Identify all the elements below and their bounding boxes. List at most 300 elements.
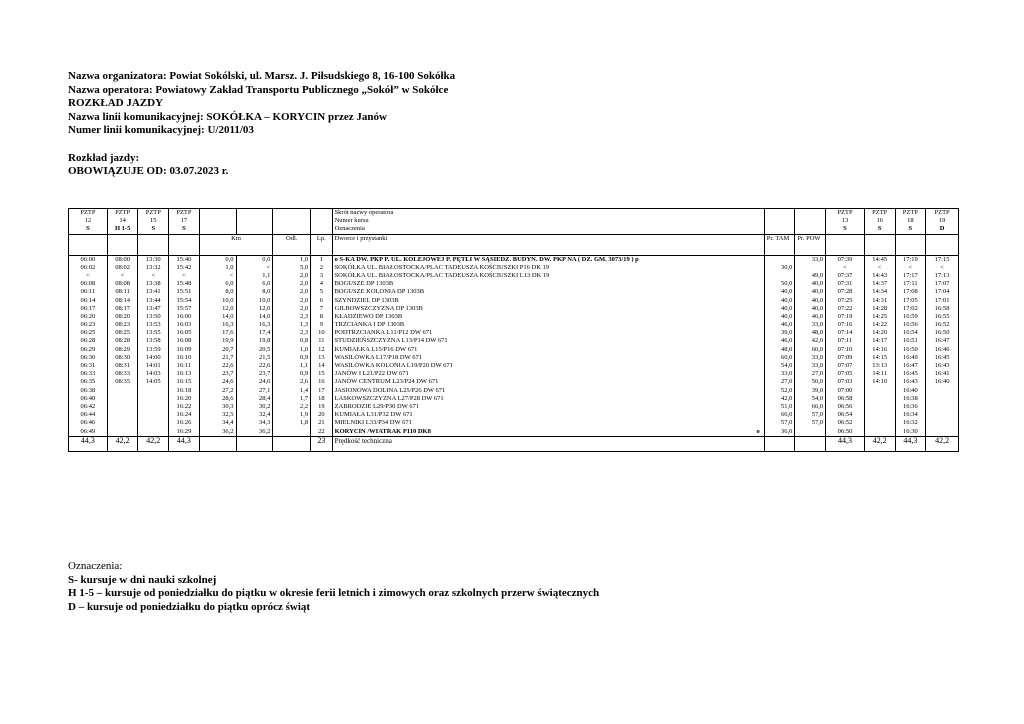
cell-value: 51,0 bbox=[781, 402, 793, 410]
cell-value: 07:25 bbox=[837, 296, 853, 304]
cell-value: 57,0 bbox=[811, 419, 824, 427]
cell-value: 13:13 bbox=[872, 362, 888, 370]
cell-value: 08:02 bbox=[115, 263, 131, 271]
cell-value: 28,6 bbox=[222, 394, 234, 402]
cell-value: 08:28 bbox=[115, 337, 131, 345]
cell-value: 8,0 bbox=[225, 288, 234, 296]
cell-value: 13:59 bbox=[145, 345, 161, 353]
cell-value: 16:43 bbox=[934, 362, 950, 370]
cell-value: 16:32 bbox=[902, 419, 918, 427]
cell-value: 13:58 bbox=[145, 337, 161, 345]
line-number: Numer linii komunikacyjnej: U/2011/03 bbox=[68, 124, 254, 137]
stop-name: LASKOWSZCZYZNA L27/P28 DW 671 bbox=[334, 394, 444, 402]
cell-value: 21,5 bbox=[258, 353, 271, 361]
stop-name: JANÓW CENTRUM L23/P24 DW 671 bbox=[334, 378, 439, 386]
cell-value: 14:11 bbox=[872, 370, 887, 378]
cell-value: 13:30 bbox=[145, 255, 161, 263]
cell-value: 16:11 bbox=[176, 362, 192, 370]
cell-value: 17:01 bbox=[934, 296, 950, 304]
cell-value: 14,0 bbox=[222, 312, 234, 320]
stop-name: BOGUSZE KOLONIA DP 1303B bbox=[334, 288, 425, 296]
cell-value: 14:31 bbox=[872, 296, 888, 304]
cell-value: 54,0 bbox=[781, 362, 793, 370]
cell-value: 17:02 bbox=[902, 304, 918, 312]
cell-value: 1,0 bbox=[225, 263, 234, 271]
cell-value: 24,6 bbox=[222, 378, 234, 386]
cell-value: 5,0 bbox=[299, 263, 309, 271]
cell-value: 13:32 bbox=[145, 263, 161, 271]
cell-value: 9 bbox=[319, 321, 323, 329]
cell-value: 14:00 bbox=[145, 353, 161, 361]
cell-value: 2,0 bbox=[299, 271, 309, 279]
cell-value: 06:35 bbox=[80, 378, 96, 386]
cell-value: 0,8 bbox=[299, 337, 309, 345]
cell-value: 54,0 bbox=[811, 394, 824, 402]
cell-value: 16,3 bbox=[222, 321, 234, 329]
cell-value: 6,0 bbox=[262, 280, 271, 288]
cell-value: 60,0 bbox=[781, 353, 793, 361]
distance-column bbox=[273, 255, 311, 436]
cell-value: 30,2 bbox=[258, 402, 271, 410]
cell-value: 14:10 bbox=[872, 378, 888, 386]
course-header: PZTP 14 H 1-5 bbox=[107, 209, 138, 235]
times-column bbox=[107, 255, 138, 436]
cell-value: 8,0 bbox=[262, 288, 271, 296]
cell-value: 14 bbox=[318, 362, 325, 370]
cell-value: 27,1 bbox=[258, 386, 271, 394]
cell-value: 06:40 bbox=[80, 394, 96, 402]
times-column bbox=[826, 255, 865, 436]
cell-value: 16:50 bbox=[934, 329, 950, 337]
cell-value: 16:58 bbox=[934, 304, 950, 312]
cell-value: 16:05 bbox=[176, 329, 192, 337]
cell-value: 30,3 bbox=[222, 402, 234, 410]
speed-value: 42,2 bbox=[926, 436, 959, 451]
cell-value: 19,9 bbox=[222, 337, 234, 345]
cell-value: 39,0 bbox=[781, 329, 793, 337]
cell-value: 32,4 bbox=[258, 411, 271, 419]
cell-value: 06:08 bbox=[80, 280, 96, 288]
stop-name: BOGUSZE DP 1303B bbox=[334, 280, 394, 288]
cell-value: 2,6 bbox=[299, 378, 309, 386]
cell-value: 40,0 bbox=[811, 296, 824, 304]
cell-value: 16:47 bbox=[934, 337, 950, 345]
cell-value: 33,0 bbox=[811, 362, 824, 370]
cell-value: 10,0 bbox=[222, 296, 234, 304]
cell-value: 16:59 bbox=[902, 312, 918, 320]
cell-value: < bbox=[86, 271, 90, 279]
cell-value: 06:25 bbox=[80, 329, 96, 337]
cell-value: 36,2 bbox=[222, 427, 234, 435]
cell-value: 16:46 bbox=[934, 345, 950, 353]
cell-value: 07:31 bbox=[837, 280, 853, 288]
cell-value: 08:25 bbox=[115, 329, 131, 337]
cell-value: 17:05 bbox=[902, 296, 918, 304]
cell-value: 06:38 bbox=[80, 386, 96, 394]
cell-value: 06:52 bbox=[837, 419, 853, 427]
cell-value: 06:23 bbox=[80, 321, 96, 329]
cell-value: 06:42 bbox=[80, 402, 96, 410]
cell-value: 06:33 bbox=[80, 370, 96, 378]
cell-value: 06:56 bbox=[837, 402, 853, 410]
times-column bbox=[138, 255, 169, 436]
cell-value: 17:17 bbox=[902, 271, 918, 279]
cell-value: 66,0 bbox=[811, 402, 824, 410]
cell-value: 16:50 bbox=[902, 345, 918, 353]
cell-value bbox=[797, 428, 823, 436]
cell-value: 06:02 bbox=[80, 263, 96, 271]
cell-value: 2,3 bbox=[299, 329, 309, 337]
speed-value: 44,3 bbox=[895, 436, 926, 451]
legend bbox=[68, 560, 599, 614]
cell-value: 18 bbox=[318, 394, 325, 402]
cell-value: 0,9 bbox=[299, 353, 309, 361]
legend-item: S- kursuje w dni nauki szkolnej bbox=[68, 573, 217, 586]
cell-value: 1 bbox=[319, 255, 323, 263]
cell-value: 16:38 bbox=[902, 394, 918, 402]
cell-value: 1,9 bbox=[299, 411, 309, 419]
cell-value: 40,0 bbox=[811, 304, 824, 312]
cell-value: 14:34 bbox=[872, 288, 888, 296]
cell-value: 13:50 bbox=[145, 312, 161, 320]
cell-value: 16:43 bbox=[902, 378, 918, 386]
cell-value: 1,1 bbox=[299, 362, 309, 370]
cell-value: 14:28 bbox=[872, 304, 888, 312]
document-header bbox=[68, 70, 455, 179]
stop-name: MIELNIKI L33/P34 DW 671 bbox=[334, 419, 412, 427]
cell-value: 16:20 bbox=[176, 394, 192, 402]
cell-value: 16:45 bbox=[902, 370, 918, 378]
cell-value: 0,0 bbox=[262, 255, 271, 263]
cell-value: 14,0 bbox=[258, 312, 271, 320]
cell-value: 14:01 bbox=[145, 362, 161, 370]
cell-value: 22 bbox=[318, 427, 325, 435]
cell-value: 08:33 bbox=[115, 370, 131, 378]
cell-value: 2,2 bbox=[299, 402, 309, 410]
cell-value: 16:15 bbox=[176, 378, 192, 386]
cell-value: 6,0 bbox=[225, 280, 234, 288]
cell-value: 40,0 bbox=[781, 288, 793, 296]
cell-value: 08:31 bbox=[115, 362, 131, 370]
cell-value: 24,6 bbox=[258, 378, 271, 386]
cell-value: 08:17 bbox=[115, 304, 131, 312]
cell-value: 7 bbox=[319, 304, 323, 312]
cell-value: 19,8 bbox=[258, 337, 271, 345]
cell-value: 16:54 bbox=[902, 329, 918, 337]
stop-name: SZYNDZIEL DP 1303B bbox=[334, 296, 399, 304]
km-column bbox=[236, 255, 273, 436]
cell-value: 50,0 bbox=[781, 280, 793, 288]
cell-value: 06:00 bbox=[80, 255, 96, 263]
cell-value: 16:13 bbox=[176, 370, 192, 378]
cell-value: 14:22 bbox=[872, 321, 888, 329]
cell-value: 07:11 bbox=[837, 337, 853, 345]
cell-value: 10,0 bbox=[258, 296, 271, 304]
cell-value: 16:18 bbox=[176, 386, 192, 394]
stop-name: KORYCIN /WIATRAK P110 DK8 o bbox=[334, 427, 760, 435]
cell-value: 49,0 bbox=[811, 271, 824, 279]
technical-speed-label: Prędkość techniczna bbox=[332, 436, 764, 451]
totals-lp: 23 bbox=[311, 436, 332, 451]
cell-value: 40,0 bbox=[781, 304, 793, 312]
cell-value: 17:04 bbox=[934, 288, 950, 296]
cell-value: 08:20 bbox=[115, 312, 131, 320]
cell-value: 15 bbox=[318, 370, 325, 378]
totals-row bbox=[69, 436, 959, 451]
km-header: Km bbox=[199, 234, 273, 255]
stop-name: JASIONOWA DOLINA L25/P26 DW 671 bbox=[334, 386, 446, 394]
cell-value: 08:11 bbox=[115, 288, 130, 296]
cell-value: 06:20 bbox=[80, 312, 96, 320]
stop-name: KUMIAŁKA L15/P16 DW 671 bbox=[334, 345, 418, 353]
cell-value: 06:28 bbox=[80, 337, 96, 345]
cell-value: 13:41 bbox=[145, 288, 161, 296]
course-header: PZTP 19 D bbox=[926, 209, 959, 235]
cell-value: 17,4 bbox=[258, 329, 271, 337]
speed-value: 44,3 bbox=[826, 436, 865, 451]
cell-value: 1,8 bbox=[299, 419, 309, 427]
line-name: Nazwa linii komunikacyjnej: SOKÓŁKA – KORYCIN przez Janów bbox=[68, 110, 387, 123]
cell-value: 17,6 bbox=[222, 329, 234, 337]
cell-value: 06:17 bbox=[80, 304, 96, 312]
cell-value: 48,0 bbox=[811, 329, 824, 337]
cell-value: 06:29 bbox=[80, 345, 96, 353]
stop-name: GILBOWSZCZYZNA DP 1303B bbox=[334, 304, 423, 312]
cell-value: 13:53 bbox=[145, 321, 161, 329]
lp-header: Lp. bbox=[311, 234, 332, 255]
cell-value: 57,0 bbox=[781, 419, 793, 427]
course-header: PZTP 15 S bbox=[138, 209, 169, 235]
cell-value: 42,0 bbox=[781, 394, 793, 402]
cell-value: 07:10 bbox=[837, 345, 853, 353]
cell-value: 07:00 bbox=[837, 386, 853, 394]
cell-value: 14:03 bbox=[145, 370, 161, 378]
cell-value: 16:09 bbox=[176, 345, 192, 353]
operator-line: Nazwa operatora: Powiatowy Zakład Transportu Publicznego „Sokół” w Sokółce bbox=[68, 83, 449, 96]
cell-value: 13:55 bbox=[145, 329, 161, 337]
cell-value: < bbox=[266, 263, 271, 271]
cell-value: 16:22 bbox=[176, 402, 192, 410]
cell-value: 07:37 bbox=[837, 271, 853, 279]
cell-value: 17:08 bbox=[902, 288, 918, 296]
cell-value: 16:30 bbox=[902, 427, 918, 435]
times-column bbox=[69, 255, 108, 436]
cell-value: 22,6 bbox=[222, 362, 234, 370]
stop-name: WASILÓWKA L17/P18 DW 671 bbox=[334, 353, 423, 361]
pow-column bbox=[795, 255, 826, 436]
cell-value: 16:49 bbox=[902, 353, 918, 361]
cell-value: 15:57 bbox=[176, 304, 192, 312]
header-description: Skrót nazwy operatora Numer kursu Oznaczenia bbox=[332, 209, 764, 235]
cell-value: 27,0 bbox=[811, 370, 824, 378]
cell-value: 11 bbox=[318, 337, 325, 345]
cell-value: 46,0 bbox=[811, 312, 824, 320]
tam-header: Pr. TAM bbox=[764, 234, 795, 255]
stop-name: WASILÓWKA KOLONIA L19/P20 DW 671 bbox=[334, 362, 453, 370]
cell-value: < bbox=[940, 263, 944, 271]
cell-value: 46,0 bbox=[781, 337, 793, 345]
stops-header: Dworce i przystanki bbox=[332, 234, 764, 255]
stop-number-column bbox=[311, 255, 332, 436]
cell-value: 2,0 bbox=[299, 288, 309, 296]
course-header: PZTP 18 S bbox=[895, 209, 926, 235]
cell-value: 07:09 bbox=[837, 353, 853, 361]
cell-value: 16:10 bbox=[176, 353, 192, 361]
timetable-body bbox=[69, 255, 959, 436]
cell-value: 14:37 bbox=[872, 280, 888, 288]
cell-value: 57,0 bbox=[811, 411, 824, 419]
cell-value: < bbox=[843, 263, 847, 271]
course-header-row bbox=[69, 209, 959, 235]
cell-value: 14:15 bbox=[872, 353, 888, 361]
cell-value: 14:20 bbox=[872, 329, 888, 337]
cell-value: 15:54 bbox=[176, 296, 192, 304]
document-title: ROZKŁAD JAZDY bbox=[68, 97, 164, 110]
course-header: PZTP 17 S bbox=[169, 209, 200, 235]
cell-value: 27,2 bbox=[222, 386, 234, 394]
cell-value: 1,3 bbox=[299, 321, 309, 329]
cell-value: 0,9 bbox=[299, 370, 309, 378]
cell-value: 13:38 bbox=[145, 280, 161, 288]
cell-value: 16:26 bbox=[176, 419, 192, 427]
stop-name: KŁADZIEWO DP 1303B bbox=[334, 312, 403, 320]
cell-value: < bbox=[908, 263, 913, 271]
cell-value: 52,0 bbox=[781, 386, 793, 394]
cell-value: < bbox=[182, 271, 186, 279]
cell-value: 21,7 bbox=[222, 353, 234, 361]
cell-value bbox=[767, 256, 793, 264]
cell-value bbox=[767, 272, 793, 280]
cell-value: 12,0 bbox=[222, 304, 234, 312]
cell-value: 17:11 bbox=[903, 280, 918, 288]
cell-value: 16:51 bbox=[902, 337, 918, 345]
cell-value: 32,5 bbox=[222, 411, 234, 419]
cell-value: 06:54 bbox=[837, 411, 853, 419]
cell-value: 07:05 bbox=[837, 370, 853, 378]
cell-value: 3 bbox=[319, 271, 323, 279]
cell-value: 06:31 bbox=[80, 362, 96, 370]
cell-value: 40,0 bbox=[781, 296, 793, 304]
stop-name: KUMIAŁA L31/P32 DW 671 bbox=[334, 411, 413, 419]
cell-value: 40,0 bbox=[811, 288, 824, 296]
legend-item: D – kursuje od poniedziałku do piątku oprócz świąt bbox=[68, 600, 311, 613]
times-column bbox=[926, 255, 959, 436]
cell-value: 1,1 bbox=[262, 271, 271, 279]
cell-value: 23,7 bbox=[258, 370, 271, 378]
cell-value: 16:36 bbox=[902, 402, 918, 410]
speed-value: 42,2 bbox=[107, 436, 138, 451]
stop-name: ZABRODZIE L29/P30 DW 671 bbox=[334, 402, 420, 410]
cell-value: 08:00 bbox=[115, 255, 131, 263]
cell-value: 12,0 bbox=[258, 304, 271, 312]
stops-column bbox=[332, 255, 764, 436]
cell-value: < bbox=[229, 271, 234, 279]
cell-value: 16:40 bbox=[934, 378, 950, 386]
cell-value: 17:15 bbox=[934, 255, 950, 263]
cell-value: 34,3 bbox=[258, 419, 271, 427]
cell-value: 5 bbox=[319, 288, 323, 296]
cell-value: 14:45 bbox=[872, 255, 888, 263]
cell-value: 14:16 bbox=[872, 345, 888, 353]
cell-value: 42,0 bbox=[811, 337, 824, 345]
cell-value: 20,7 bbox=[222, 345, 234, 353]
cell-value: 07:22 bbox=[837, 304, 853, 312]
speed-value: 42,2 bbox=[864, 436, 895, 451]
cell-value bbox=[275, 428, 308, 436]
stop-name: o S-KA DW. PKP P. UL. KOLEJOWEJ P. PĘTLI W SĄSIEDZ. BUDYN. DW. PKP NA ( DZ. GM. 3073/19 ) p bbox=[334, 255, 639, 263]
cell-value: 15:51 bbox=[176, 288, 192, 296]
organizer-line: Nazwa organizatora: Powiat Sokólski, ul. Marsz. J. Piłsudskiego 8, 16-100 Sokółka bbox=[68, 70, 456, 82]
cell-value: 16 bbox=[318, 378, 325, 386]
cell-value: 40,0 bbox=[811, 280, 824, 288]
times-column bbox=[895, 255, 926, 436]
cell-value: 21 bbox=[318, 419, 325, 427]
cell-value: 16:45 bbox=[934, 353, 950, 361]
cell-value: 33,0 bbox=[781, 370, 793, 378]
pow-header: Pr. POW bbox=[795, 234, 826, 255]
cell-value: 66,0 bbox=[781, 411, 793, 419]
speed-value: 44,3 bbox=[69, 436, 108, 451]
cell-value: 46,0 bbox=[781, 321, 793, 329]
cell-value: 16:56 bbox=[902, 321, 918, 329]
course-header: PZTP 12 S bbox=[69, 209, 108, 235]
cell-value: 08:23 bbox=[115, 321, 131, 329]
legend-title: Oznaczenia: bbox=[68, 560, 123, 572]
cell-value: 08:14 bbox=[115, 296, 131, 304]
column-header-row bbox=[69, 234, 959, 255]
cell-value: 06:58 bbox=[837, 394, 853, 402]
cell-value: 06:49 bbox=[80, 427, 96, 435]
cell-value: 08:08 bbox=[115, 280, 131, 288]
cell-value: 1,4 bbox=[299, 386, 309, 394]
cell-value: 16:08 bbox=[176, 337, 192, 345]
cell-value: 16:00 bbox=[176, 312, 192, 320]
cell-value: 13:44 bbox=[145, 296, 161, 304]
cell-value: 16:52 bbox=[934, 321, 950, 329]
stop-marker: o bbox=[756, 427, 760, 435]
course-header: PZTP 13 S bbox=[826, 209, 865, 235]
cell-value: 16:03 bbox=[176, 321, 192, 329]
cell-value: 14:17 bbox=[872, 337, 888, 345]
cell-value: 50,0 bbox=[811, 378, 824, 386]
cell-value: 33,0 bbox=[811, 353, 824, 361]
cell-value: 07:16 bbox=[837, 321, 853, 329]
cell-value: 2 bbox=[319, 263, 323, 271]
timetable bbox=[68, 208, 959, 452]
speed-value: 42,2 bbox=[138, 436, 169, 451]
cell-value: < bbox=[120, 271, 125, 279]
cell-value: 17:07 bbox=[934, 280, 950, 288]
cell-value: 07:39 bbox=[837, 255, 853, 263]
cell-value: 17:19 bbox=[902, 255, 918, 263]
cell-value: 14:43 bbox=[872, 271, 888, 279]
cell-value: 30,0 bbox=[781, 263, 793, 271]
cell-value: 15:40 bbox=[176, 255, 192, 263]
cell-value: 16:47 bbox=[902, 362, 918, 370]
stop-name: TRZCIANKA I DP 1303B bbox=[334, 321, 405, 329]
cell-value: 07:28 bbox=[837, 288, 853, 296]
cell-value: 33,0 bbox=[811, 255, 824, 263]
cell-value: 36,0 bbox=[781, 427, 793, 435]
cell-value: 60,0 bbox=[811, 345, 824, 353]
cell-value: 0,0 bbox=[225, 255, 234, 263]
cell-value: 16:41 bbox=[934, 370, 950, 378]
cell-value: 19 bbox=[318, 402, 325, 410]
cell-value: 48,0 bbox=[781, 345, 793, 353]
cell-value: 06:50 bbox=[837, 427, 853, 435]
cell-value: 10 bbox=[318, 329, 325, 337]
valid-from: OBOWIĄZUJE OD: 03.07.2023 r. bbox=[68, 165, 229, 178]
